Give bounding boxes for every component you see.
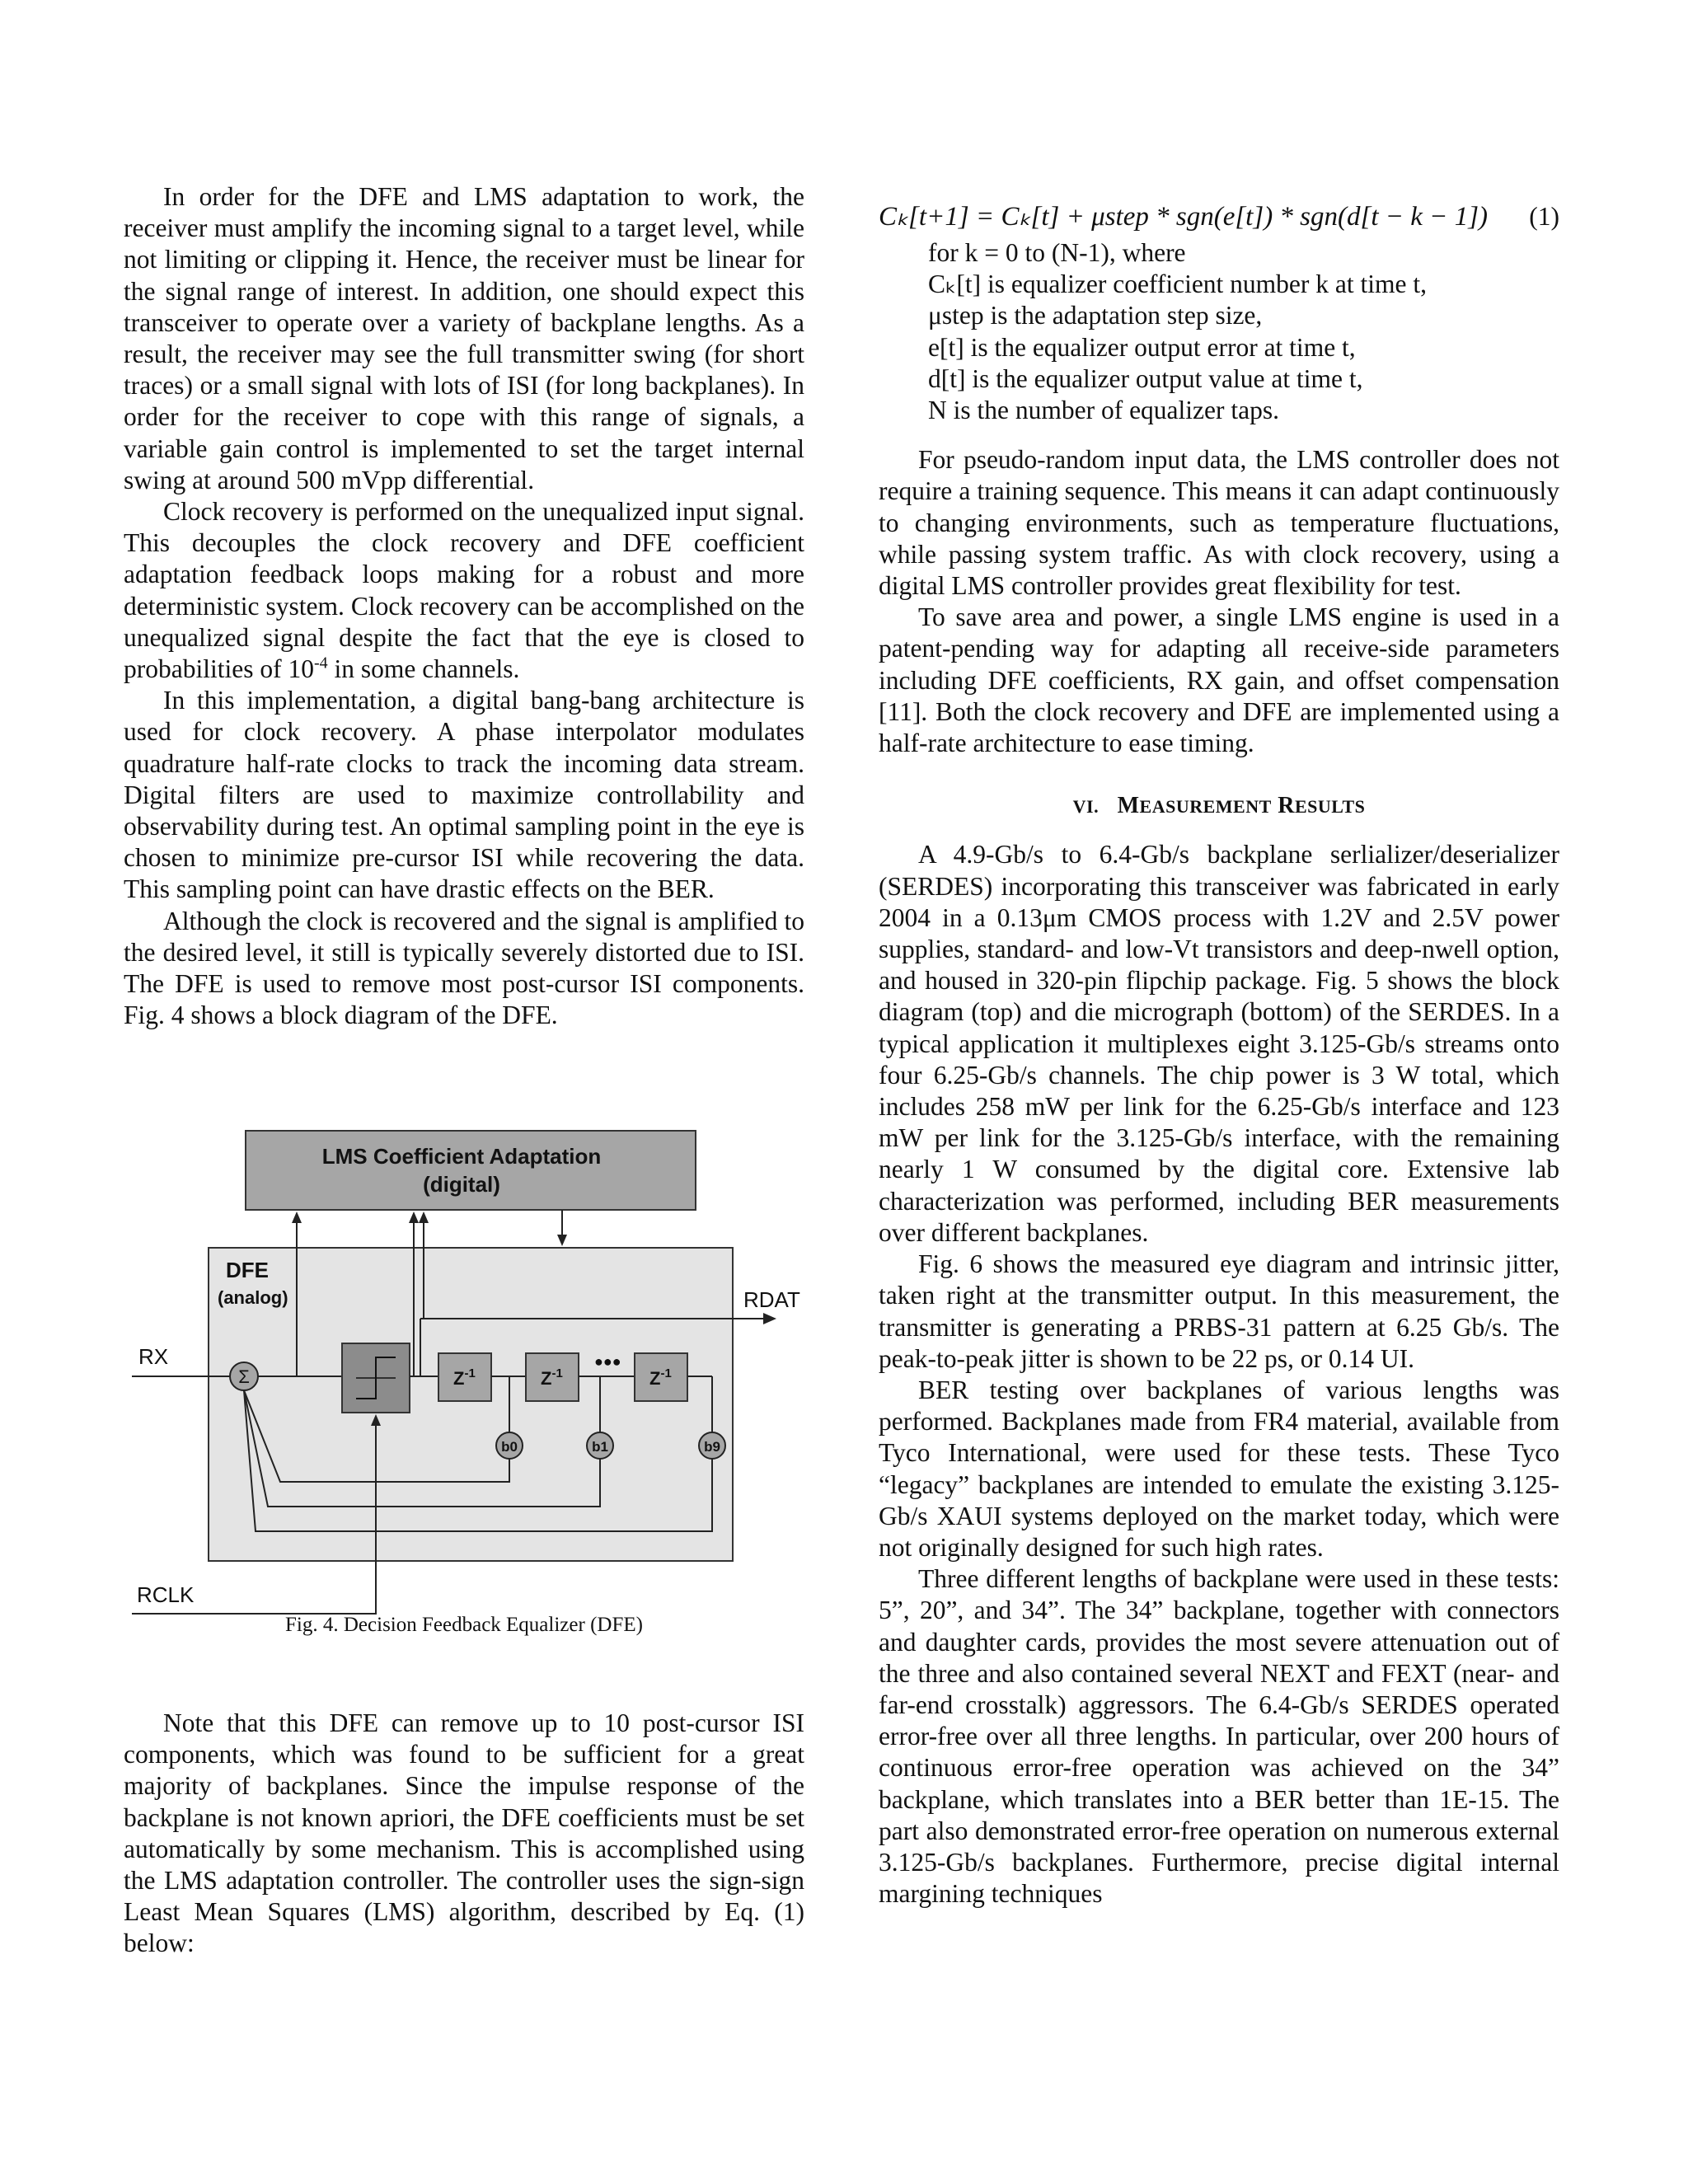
lms-label-line2: (digital) (423, 1172, 500, 1197)
paragraph-isi: Although the clock is recovered and the signal is amplified to the desired level, it still is typically severely distorted due to ISI. The DFE is used to remove most post-cursor ISI components. Fig. 4 shows a block diagram of the DFE. (124, 906, 804, 1030)
definition-line: N is the number of equalizer taps. (928, 396, 1279, 425)
delay-1-exp: -1 (464, 1366, 476, 1380)
figure-caption: Fig. 4. Decision Feedback Equalizer (DFE) (285, 1614, 643, 1636)
paragraph-serdes: A 4.9-Gb/s to 6.4-Gb/s backplane serlializer/deserializer (SERDES) incorporating this transceiver was fabricated in early 2004 in a 0.13μm CMOS process with 1.2V and 2.5V power supplies, standard- and low-Vt transistors and deep-nwell option, and housed in 320-pin flipchip package. Fig. 5 shows the block diagram (top) and die micrograph (bottom) of the SERDES. In a typical application it multiplexes eight 3.125-Gb/s streams onto four 6.25-Gb/s channels. The chip power is 3 W total, which includes 258 mW per link for the 6.25-Gb/s interface and 123 mW per link for the 3.125-Gb/s interface, with the remaining nearly 1 W consumed by the digital core. Extensive lab characterization was performed, including BER measurements over different backplanes. (879, 840, 1559, 1247)
paragraph-training: For pseudo-random input data, the LMS controller does not require a training sequence. This means it can adapt continuously to changing environments, such as temperature fluctuations, while passing system traffic. As with clock recovery, using a digital LMS controller provides great flexibility for test. (879, 445, 1559, 601)
clock-text-before: Clock recovery is performed on the unequalized input signal. This decouples the clock recovery and DFE coefficient adaptation feedback loops making for a robust and more deterministic system. Clock recovery can be accomplished on the unequalized signal despite the fact that the eye is closed to probabilities of 10 (124, 497, 804, 684)
equation-definitions (928, 237, 1559, 426)
paragraph-dfe-lms: Note that this DFE can remove up to 10 post-cursor ISI components, which was found to be sufficient for a great majority of backplanes. Since the impulse response of the backplane is not known apriori, the DFE coefficients must be set automatically by some mechanism. This is accomplished using the LMS adaptation controller. The controller uses the sign-sign Least Mean Squares (LMS) algorithm, described by Eq. (1) below: (124, 1708, 804, 1958)
coef-b0-label: b0 (501, 1439, 518, 1455)
paragraph-receiver-gain: In order for the DFE and LMS adaptation to work, the receiver must amplify the incoming signal to a target level, while not limiting or clipping it. Hence, the receiver must be linear for the signal range of interest. In addition, one should expect this transceiver to operate over a variety of backplane lengths. As a result, the receiver may see the full transmitter swing (for short traces) or a small signal with lots of ISI (for long backplanes). In order for the receiver to cope with this range of signals, a variable gain control is implemented to set the target internal swing at around 500 mVpp differential. (124, 182, 804, 494)
definition-line: μstep is the adaptation step size, (928, 301, 1263, 330)
definition-line: Cₖ[t] is equalizer coefficient number k at time t, (928, 269, 1427, 299)
clock-exponent: -4 (313, 654, 328, 673)
equation-text: Cₖ[t+1] = Cₖ[t] + μstep * sgn(e[t]) * sgn(d[t − k − 1]) (879, 202, 1489, 232)
delay-2-label: Z (541, 1368, 552, 1389)
rclk-label: RCLK (137, 1582, 195, 1607)
section-title-rest2: ESULTS (1295, 796, 1366, 818)
lms-label-line1: LMS Coefficient Adaptation (321, 1144, 602, 1169)
coef-b9-label: b9 (704, 1439, 720, 1455)
left-column-bottom (124, 1708, 804, 1960)
section-heading (879, 790, 1559, 823)
right-column (879, 196, 1559, 1910)
clock-text-after: in some channels. (327, 654, 520, 684)
section-number: VI. (1072, 796, 1100, 818)
summer-symbol: Σ (238, 1366, 250, 1387)
section-title-rest1: EASUREMENT (1139, 796, 1272, 818)
paragraph-clock-recovery (124, 496, 804, 685)
delay-1-label: Z (453, 1368, 465, 1389)
ellipsis-dots: ●●● (594, 1353, 621, 1370)
definition-line: for k = 0 to (N-1), where (928, 238, 1186, 267)
rdat-label: RDAT (743, 1287, 800, 1312)
paragraph-backplane-lengths: Three different lengths of backplane were used in these tests: 5”, 20”, and 34”. The 34” backplane, together with connectors and daughter cards, provides the most severe attenuation out of the three and also contained several NEXT and FEXT (near- and far-end crosstalk) aggressors. The 6.4-Gb/s SERDES operated error-free over all three lengths. In particular, over 200 hours of continuous error-free operation was achieved on the 34” backplane, which translates into a BER better than 1E-15. The part also demonstrated error-free operation on numerous external 3.125-Gb/s backplanes. Furthermore, precise digital internal margining techniques (879, 1564, 1559, 1909)
coef-b1-label: b1 (592, 1439, 608, 1455)
delay-2-exp: -1 (551, 1366, 563, 1380)
paragraph-eye-diagram: Fig. 6 shows the measured eye diagram and intrinsic jitter, taken right at the transmitter output. In this measurement, the transmitter is generating a PRBS-31 pattern at 6.25 Gb/s. The peak-to-peak jitter is shown to be 22 ps, or 0.14 UI. (879, 1249, 1559, 1373)
lms-adaptation-box (246, 1131, 696, 1210)
equation-number: (1) (1529, 202, 1559, 231)
delay-3-exp: -1 (660, 1366, 672, 1380)
definition-line: e[t] is the equalizer output error at time t, (928, 332, 1356, 362)
dfe-block-diagram (124, 1113, 804, 1640)
dfe-label: DFE (226, 1258, 269, 1282)
rx-label: RX (138, 1344, 169, 1369)
paragraph-ber-testing: BER testing over backplanes of various lengths was performed. Backplanes made from FR4 material, available from Tyco International, were used for these tests. These Tyco “legacy” backplanes are intended to emulate the existing 3.125-Gb/s XAUI systems deployed on the market today, which were not originally designed for such high rates. (879, 1375, 1559, 1562)
paragraph-bang-bang: In this implementation, a digital bang-bang architecture is used for clock recovery. A phase interpolator modulates quadrature half-rate clocks to track the incoming data stream. Digital filters are used to maximize controllability and observability during test. An optimal sampling point in the eye is chosen to minimize pre-cursor ISI while recovering the data. This sampling point can have drastic effects on the BER. (124, 686, 804, 904)
delay-3-label: Z (649, 1368, 661, 1389)
left-column (124, 181, 804, 1031)
paragraph-lms-engine: To save area and power, a single LMS engine is used in a patent-pending way for adapting all receive-side parameters including DFE coefficients, RX gain, and offset compensation [11]. Both the clock recovery and DFE are implemented using a half-rate architecture to ease timing. (879, 602, 1559, 758)
section-title-r: R (1278, 793, 1295, 819)
definition-line: d[t] is the equalizer output value at time t, (928, 363, 1363, 393)
equation-1 (879, 196, 1559, 237)
section-title-m: M (1117, 793, 1140, 819)
dfe-sub-label: (analog) (218, 1287, 288, 1308)
